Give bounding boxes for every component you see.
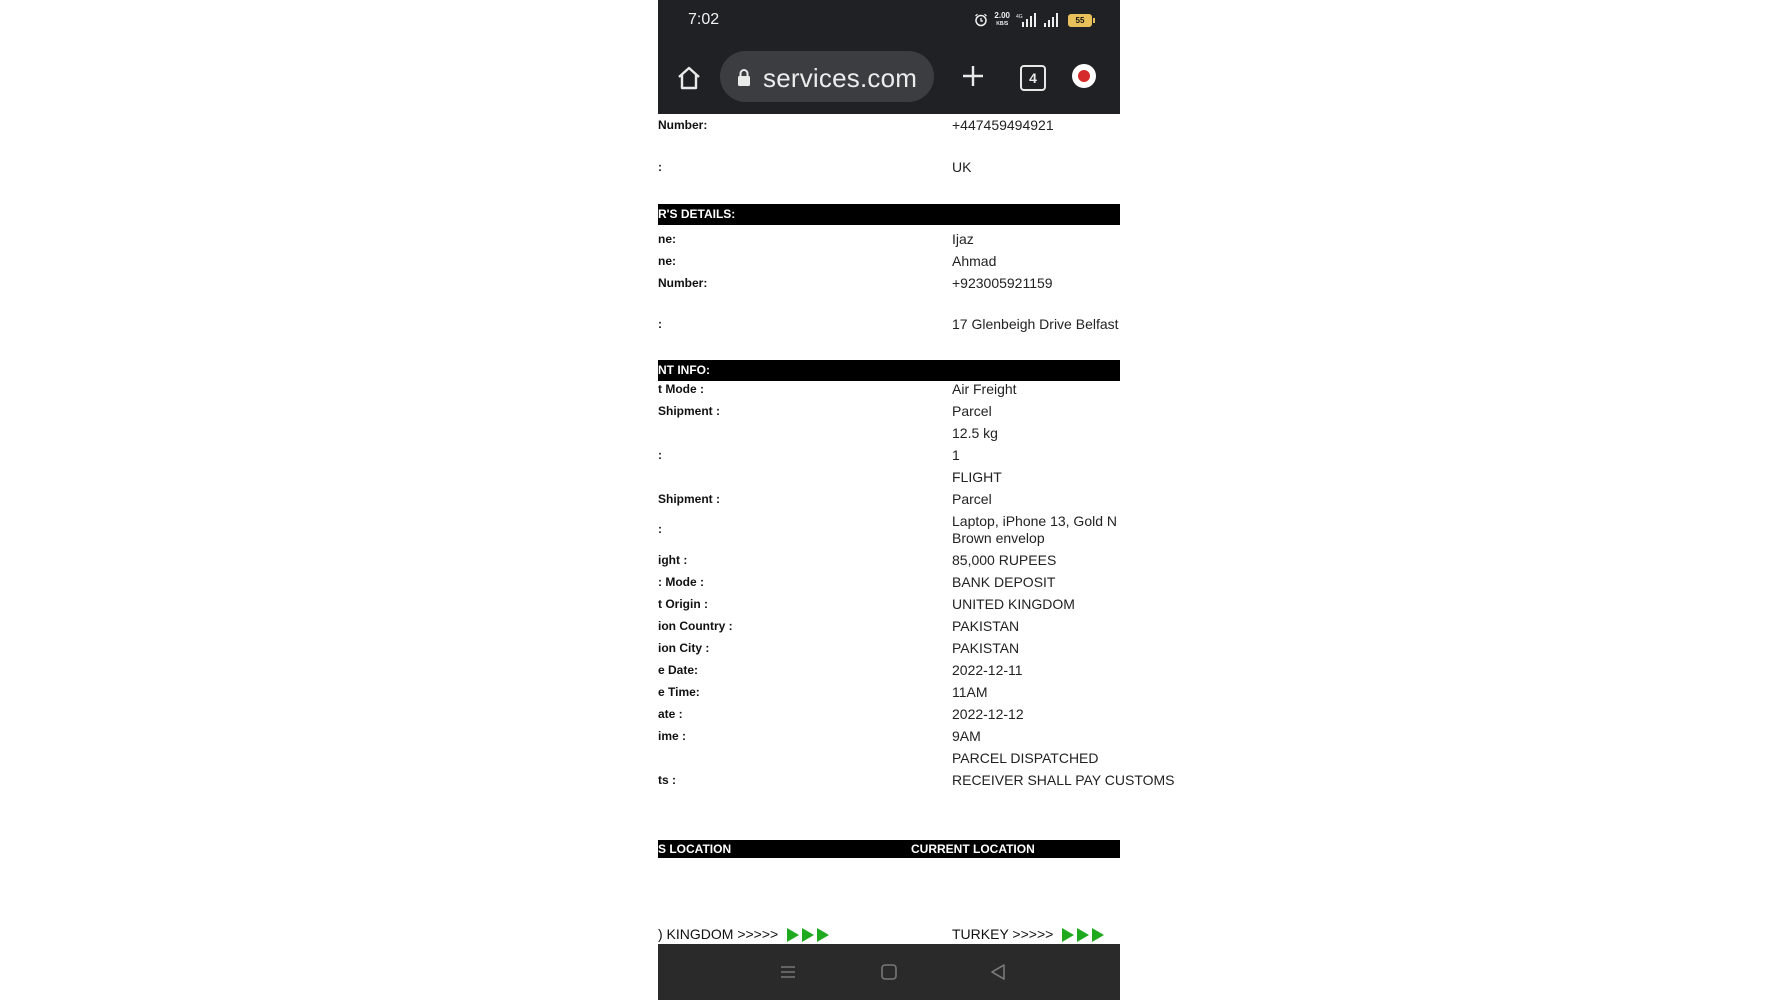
field-label: Number: <box>658 118 708 132</box>
field-value: 11AM <box>952 684 988 700</box>
field-value: PARCEL DISPATCHED <box>952 750 1099 766</box>
info-row <box>658 553 1120 573</box>
field-label: ne: <box>658 254 676 268</box>
current-location-value: TURKEY >>>>> <box>952 926 1054 942</box>
field-value: PAKISTAN <box>952 618 1020 634</box>
info-row <box>658 426 1120 446</box>
green-arrows-icon <box>1060 928 1106 942</box>
phone-screen <box>658 0 1175 1000</box>
info-row <box>658 707 1120 727</box>
info-row <box>658 597 1120 617</box>
status-icons <box>974 11 1092 29</box>
tab-switcher-button[interactable]: 4 <box>1020 65 1046 91</box>
previous-location-title: S LOCATION <box>658 842 732 856</box>
info-row <box>658 575 1120 595</box>
info-row <box>658 254 1120 274</box>
field-value: 2022-12-11 <box>952 662 1023 678</box>
field-label: t Origin : <box>658 597 708 611</box>
new-tab-icon[interactable] <box>960 63 986 89</box>
status-time: 7:02 <box>688 11 720 28</box>
page-content <box>658 114 1175 944</box>
info-row <box>658 160 1120 180</box>
current-location-title: CURRENT LOCATION <box>911 842 1035 856</box>
signal-4g-icon <box>1016 13 1038 27</box>
field-value: 12.5 kg <box>952 425 998 441</box>
network-speed-unit: KB/S <box>996 21 1009 27</box>
lock-icon <box>736 68 752 86</box>
field-label: e Time: <box>658 685 700 699</box>
field-value: 85,000 RUPEES <box>952 552 1057 568</box>
previous-location-value: ) KINGDOM >>>>> <box>658 926 779 942</box>
field-label: : <box>658 448 662 462</box>
field-value: +923005921159 <box>952 275 1053 291</box>
alarm-icon <box>974 13 988 27</box>
current-location <box>952 926 1106 942</box>
info-row <box>658 772 1175 793</box>
info-row <box>658 448 1120 468</box>
browser-top-bar <box>658 0 1120 114</box>
field-value: Ijaz <box>952 231 974 247</box>
field-value: PAKISTAN <box>952 640 1020 656</box>
info-row <box>658 232 1120 252</box>
section-title: R'S DETAILS: <box>658 207 736 221</box>
receiver-details-header <box>658 204 1120 225</box>
field-label: Shipment : <box>658 492 720 506</box>
previous-location <box>658 926 831 942</box>
field-value: Parcel <box>952 491 992 507</box>
location-header <box>658 840 1120 858</box>
url-text: services.com <box>763 63 918 93</box>
field-label: e Date: <box>658 663 699 677</box>
info-row <box>658 685 1120 705</box>
green-arrows-icon <box>785 928 831 942</box>
info-row <box>658 317 1120 337</box>
field-label: ion Country : <box>658 619 733 633</box>
field-value: UNITED KINGDOM <box>952 596 1075 612</box>
home-square-icon[interactable] <box>879 962 899 982</box>
info-row <box>658 729 1120 749</box>
field-value: RECEIVER SHALL PAY CUSTOMS <box>952 772 1175 788</box>
field-label: Shipment : <box>658 404 720 418</box>
field-label: Number: <box>658 276 708 290</box>
field-value: 17 Glenbeigh Drive Belfast <box>952 316 1119 332</box>
field-label: ion City : <box>658 641 710 655</box>
menu-icon[interactable] <box>778 962 798 982</box>
info-row <box>658 751 1120 771</box>
field-value: UK <box>952 159 972 175</box>
field-label: : <box>658 522 662 536</box>
field-value: FLIGHT <box>952 469 1002 485</box>
field-value: 1 <box>952 447 960 463</box>
field-value: Ahmad <box>952 253 997 269</box>
network-speed-value: 2.00 <box>994 11 1010 20</box>
profile-icon[interactable] <box>1072 64 1096 88</box>
info-row <box>658 514 1120 552</box>
field-label: : <box>658 160 662 174</box>
field-value: BANK DEPOSIT <box>952 574 1056 590</box>
field-label: ts : <box>658 773 676 787</box>
info-row <box>658 118 1120 138</box>
info-row <box>658 663 1120 683</box>
field-label: : Mode : <box>658 575 704 589</box>
back-icon[interactable] <box>988 962 1008 982</box>
field-label: t Mode : <box>658 382 704 396</box>
network-type-label: 4G <box>1016 14 1023 20</box>
field-value: Parcel <box>952 403 992 419</box>
system-navigation-bar <box>658 944 1120 1000</box>
section-title: NT INFO: <box>658 363 710 377</box>
field-label: ime : <box>658 729 687 743</box>
info-row <box>658 404 1120 424</box>
field-label: : <box>658 317 662 331</box>
field-value: 2022-12-12 <box>952 706 1024 722</box>
info-row <box>658 276 1120 296</box>
network-speed <box>994 12 1010 28</box>
info-row <box>658 492 1120 512</box>
battery-icon: 55 <box>1068 14 1092 27</box>
field-value: Laptop, iPhone 13, Gold N Brown envelop <box>952 513 1118 546</box>
info-row <box>658 641 1120 661</box>
signal-icon <box>1044 13 1062 27</box>
home-icon[interactable] <box>674 63 704 93</box>
info-row <box>658 470 1120 490</box>
shipment-info-header <box>658 360 1120 381</box>
field-value: +447459494921 <box>952 117 1054 133</box>
info-row <box>658 619 1120 639</box>
field-label: ight : <box>658 553 688 567</box>
field-value: 9AM <box>952 728 981 744</box>
address-bar[interactable] <box>720 51 934 102</box>
info-row <box>658 382 1120 402</box>
field-label: ne: <box>658 232 676 246</box>
field-value: Air Freight <box>952 381 1017 397</box>
field-label: ate : <box>658 707 683 721</box>
